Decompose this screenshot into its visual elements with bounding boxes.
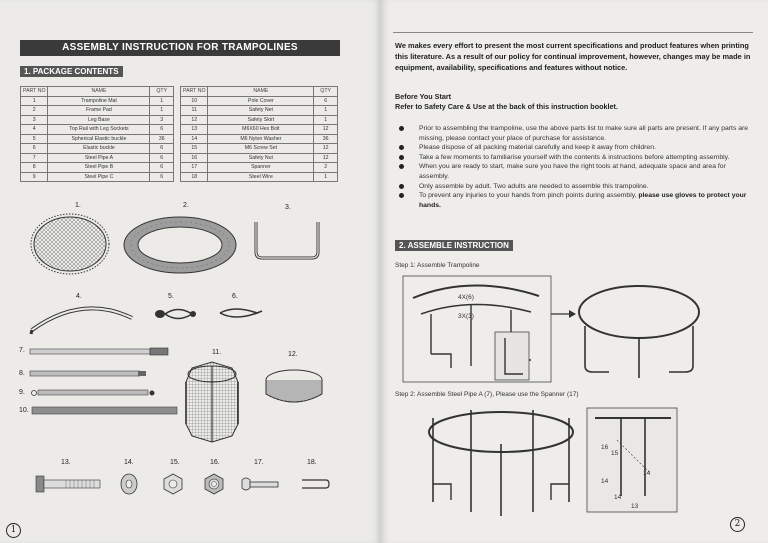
frame-pad-illustration [120, 212, 240, 278]
cell-no: 6 [21, 144, 48, 154]
cell-qty: 12 [314, 125, 338, 135]
cell-qty: 6 [150, 144, 174, 154]
bullet-icon [399, 145, 404, 150]
cell-no: 8 [21, 163, 48, 173]
steel-pipe-c-illustration [30, 388, 160, 398]
steel-pipe-a-illustration [30, 347, 170, 357]
fig-label-7: 7. [19, 347, 25, 354]
table-row [181, 163, 338, 173]
cell-name: Frame Pad [48, 106, 150, 116]
assembly-banner: ASSEMBLY INSTRUCTION FOR TRAMPOLINES [20, 40, 340, 56]
cell-qty: 1 [150, 106, 174, 116]
before-subtitle: Refer to Safety Care & Use at the back of this instruction booklet. [395, 102, 618, 111]
step-2-callout-14a: 14 [643, 470, 651, 477]
cell-name: Leg Base [48, 115, 150, 125]
trampoline-mat-illustration [30, 212, 110, 276]
cell-no: 15 [181, 144, 208, 154]
list-item: Only assemble by adult. Two adults are needed to assemble this trampoline. [395, 182, 755, 192]
cell-name: Spherical Elastic buckle [48, 134, 150, 144]
cell-name: Trampoline Mat [48, 96, 150, 106]
table-row [181, 144, 338, 154]
step-2-callout-15: 15 [611, 450, 619, 457]
step-2-callout-13: 13 [631, 503, 639, 510]
fig-label-16: 16. [210, 459, 220, 466]
before-title: Before You Start [395, 92, 452, 101]
cell-qty: 36 [314, 134, 338, 144]
fig-label-2: 2. [183, 202, 189, 209]
cell-no: 12 [181, 115, 208, 125]
cell-name: Top Rail with Leg Sockets [48, 125, 150, 135]
table-row [181, 134, 338, 144]
cell-name: Safety Skirt [208, 115, 314, 125]
cell-name: M6 Nylon Washer [208, 134, 314, 144]
bullet-icon [399, 126, 404, 131]
fig-label-4: 4. [76, 293, 82, 300]
step-1-label: Step 1: Assemble Trampoline [395, 262, 480, 269]
fig-label-9: 9. [19, 389, 25, 396]
cell-name: M6 Screw Set [208, 144, 314, 154]
assemble-instruction-heading: 2. ASSEMBLE INSTRUCTION [395, 240, 513, 251]
cell-qty: 12 [314, 153, 338, 163]
spherical-buckle-illustration [150, 303, 200, 325]
cell-no: 4 [21, 125, 48, 135]
col-qty: QTY [150, 87, 174, 97]
cell-name: Pole Cover [208, 96, 314, 106]
fig-label-13: 13. [61, 459, 71, 466]
package-contents-heading: 1. PACKAGE CONTENTS [20, 66, 123, 77]
table-row [181, 96, 338, 106]
step-2-label: Step 2: Assemble Steel Pipe A (7), Please use the Spanner (17) [395, 391, 579, 398]
nylon-washer-illustration [118, 472, 140, 496]
top-rail-illustration [28, 300, 138, 336]
fig-label-5: 5. [168, 293, 174, 300]
table-row [21, 144, 174, 154]
bullet-icon [399, 184, 404, 189]
cell-no: 17 [181, 163, 208, 173]
cell-name: Safety Net [208, 106, 314, 116]
steel-wire-illustration [300, 476, 330, 492]
before-you-start [395, 92, 757, 112]
cell-no: 3 [21, 115, 48, 125]
parts-table-a [20, 86, 174, 182]
step-2-callout-16: 16 [601, 444, 609, 451]
cell-qty: 3 [150, 115, 174, 125]
table-row [181, 172, 338, 182]
cell-no: 1 [21, 96, 48, 106]
parts-table-b [180, 86, 338, 182]
cell-qty: 36 [150, 134, 174, 144]
fig-label-18: 18. [307, 459, 317, 466]
cell-no: 5 [21, 134, 48, 144]
cell-no: 7 [21, 153, 48, 163]
table-row [181, 125, 338, 135]
fig-label-6: 6. [232, 293, 238, 300]
step-2-callout-14b: 14 [601, 478, 609, 485]
table-row [21, 163, 174, 173]
step-2-callout-14c: 14 [614, 494, 622, 501]
col-name: NAME [48, 87, 150, 97]
fig-label-3: 3. [285, 204, 291, 211]
cell-qty: 1 [314, 106, 338, 116]
safety-nut-illustration [202, 472, 226, 496]
right-page [381, 0, 768, 543]
cell-qty: 6 [150, 125, 174, 135]
cell-name: Elastic buckle [48, 144, 150, 154]
screw-set-illustration [161, 472, 185, 496]
cell-qty: 6 [150, 153, 174, 163]
cell-name: Steel Wire [208, 172, 314, 182]
cell-qty: 2 [314, 163, 338, 173]
table-row [21, 106, 174, 116]
cell-qty: 12 [314, 144, 338, 154]
table-row [21, 96, 174, 106]
page-number-left: 1 [6, 523, 21, 538]
fig-label-1: 1. [75, 202, 81, 209]
col-part-no: PART NO [181, 87, 208, 97]
table-row [21, 134, 174, 144]
col-part-no: PART NO [21, 87, 48, 97]
fig-label-11: 11. [212, 349, 222, 356]
fig-label-12: 12. [288, 351, 298, 358]
steel-pipe-b-illustration [30, 369, 150, 379]
cell-name: Steel Pipe B [48, 163, 150, 173]
cell-no: 9 [21, 172, 48, 182]
left-page [0, 0, 381, 543]
table-row [181, 106, 338, 116]
cell-name: Steel Pipe C [48, 172, 150, 182]
intro-notice: We makes every effort to present the most current specifications and product features when printing this literature. As a result of our policy for continual improvement, however, changes may be made in equipment, availability, specifications and features without notice. [395, 41, 751, 72]
cell-name: Safety Nut [208, 153, 314, 163]
precaution-list [395, 124, 755, 210]
list-item: To prevent any injuries to your hands from pinch points during assembly, please use gloves to protect your hands. [395, 191, 755, 210]
elastic-buckle-illustration [215, 303, 265, 323]
bullet-icon [399, 193, 404, 198]
cell-name: Spanner [208, 163, 314, 173]
step-1-diagram [401, 274, 711, 386]
leg-base-illustration [248, 218, 328, 266]
table-row [21, 172, 174, 182]
fig-label-14: 14. [124, 459, 134, 466]
safety-skirt-illustration [262, 364, 326, 412]
cell-no: 18 [181, 172, 208, 182]
cell-name: M6X60 Hex Bolt [208, 125, 314, 135]
pole-cover-illustration [32, 406, 180, 416]
list-item: Please dispose of all packing material carefully and keep it away from children. [395, 143, 755, 153]
step-2-diagram [421, 404, 691, 522]
cell-qty: 6 [150, 163, 174, 173]
table-row [21, 115, 174, 125]
cell-qty: 6 [150, 172, 174, 182]
fig-label-15: 15. [170, 459, 180, 466]
cell-no: 2 [21, 106, 48, 116]
bullet-icon [399, 164, 404, 169]
cell-no: 13 [181, 125, 208, 135]
cell-name: Steel Pipe A [48, 153, 150, 163]
safety-net-illustration [180, 360, 244, 450]
top-divider [393, 32, 753, 33]
cell-no: 16 [181, 153, 208, 163]
table-row [21, 125, 174, 135]
col-name: NAME [208, 87, 314, 97]
fig-label-10: 10. [19, 407, 29, 414]
step-1-callout-b: 3X(3) [458, 313, 474, 320]
cell-qty: 1 [314, 172, 338, 182]
gloves-warning: please use gloves to protect your hands. [419, 192, 747, 209]
cell-no: 11 [181, 106, 208, 116]
col-qty: QTY [314, 87, 338, 97]
list-item: When you are ready to start, make sure you have the right tools at hand, adequate space and area for assembly. [395, 162, 755, 181]
fig-label-17: 17. [254, 459, 264, 466]
cell-no: 14 [181, 134, 208, 144]
list-item: Prior to assembling the trampoline, use the above parts list to make sure all parts are present. If any parts are missing, please contact your place of purchase for assistance. [395, 124, 755, 143]
cell-qty: 6 [314, 96, 338, 106]
spanner-illustration [240, 474, 284, 494]
fig-label-8: 8. [19, 370, 25, 377]
hex-bolt-illustration [36, 472, 102, 496]
cell-qty: 1 [150, 96, 174, 106]
cell-qty: 1 [314, 115, 338, 125]
cell-no: 10 [181, 96, 208, 106]
bullet-icon [399, 155, 404, 160]
step-1-callout-a: 4X(6) [458, 294, 474, 301]
page-number-right: 2 [730, 517, 745, 532]
list-item: Take a few moments to familiarise yourself with the contents & instructions before attempting assembly. [395, 153, 755, 163]
table-row [21, 153, 174, 163]
table-row [181, 115, 338, 125]
table-row [181, 153, 338, 163]
